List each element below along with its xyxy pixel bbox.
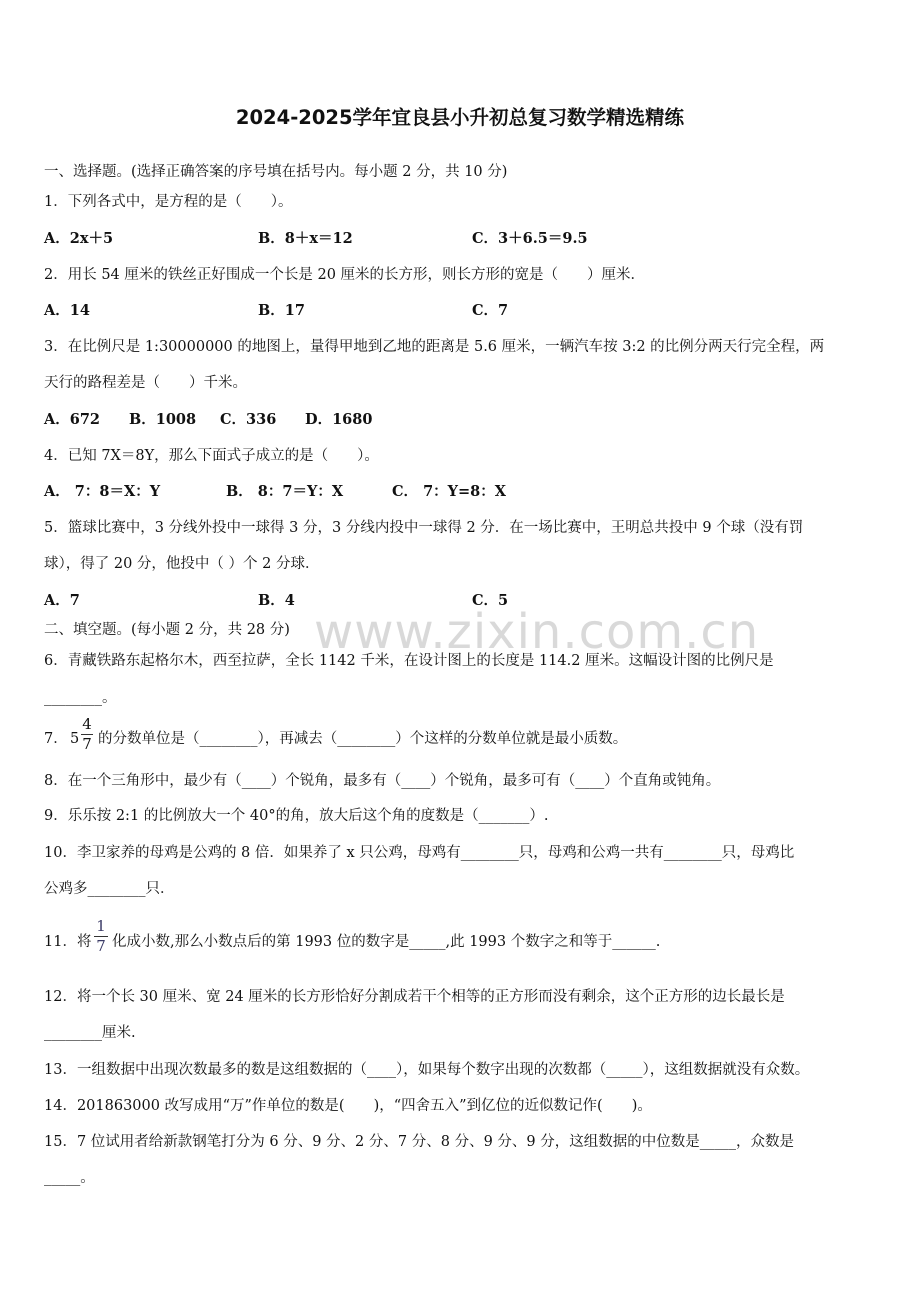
- question-15-line-2: _____。: [44, 1170, 95, 1186]
- question-2: 2．用长 54 厘米的铁丝正好围成一个长是 20 厘米的长方形，则长方形的宽是（ ）厘米．: [44, 267, 646, 283]
- fraction-numerator: 4: [82, 715, 92, 733]
- option: C．3＋6.5＝9.5: [472, 230, 588, 247]
- fraction: [94, 918, 108, 955]
- page-title: 2024-2025学年宜良县小升初总复习数学精选精练: [235, 106, 685, 129]
- question-13: 13．一组数据中出现次数最多的数是这组数据的（____），如果每个数字出现的次数都（_____），这组数据就没有众数。: [44, 1062, 810, 1078]
- option: A．14: [44, 302, 90, 319]
- section-header: 一、选择题。(选择正确答案的序号填在括号内。每小题 2 分，共 10 分): [44, 164, 508, 180]
- option: A．2x＋5: [44, 230, 114, 247]
- option: C． 7：Y=8：X: [392, 483, 507, 500]
- question-4: 4．已知 7X＝8Y，那么下面式子成立的是（ ）。: [44, 448, 379, 464]
- option: A．672: [44, 411, 101, 428]
- fraction-denominator: 7: [82, 735, 92, 753]
- fraction: [81, 716, 93, 753]
- question-5-line-1: 5．篮球比赛中，3 分线外投中一球得 3 分，3 分线内投中一球得 2 分．在一场比赛中，王明总共投中 9 个球（没有罚: [44, 520, 804, 536]
- option: A．7: [44, 592, 80, 609]
- question-12-line-2: ________厘米.: [44, 1025, 136, 1041]
- question-1: 1．下列各式中，是方程的是（ ）。: [44, 194, 293, 210]
- question-12-line-1: 12．将一个长 30 厘米、宽 24 厘米的长方形恰好分割成若干个相等的正方形而没有剩余，这个正方形的边长最长是: [44, 989, 785, 1005]
- question-7-prefix: 7．: [44, 731, 68, 747]
- question-11-prefix: 11．将: [44, 934, 92, 950]
- option: B．4: [258, 592, 295, 609]
- question-6-line-1: 6．青藏铁路东起格尔木，西至拉萨，全长 1142 千米，在设计图上的长度是 114.2 厘米。这幅设计图的比例尺是: [44, 653, 774, 669]
- question-15-line-1: 15．7 位试用者给新款钢笔打分为 6 分、9 分、2 分、7 分、8 分、9 分、9 分，这组数据的中位数是_____，众数是: [44, 1134, 794, 1150]
- question-14: 14．201863000 改写成用“万”作单位的数是( )，“四舍五入”到亿位的近似数记作( )。: [44, 1098, 652, 1114]
- option: C．5: [472, 592, 509, 609]
- section-header: 二、填空题。(每小题 2 分，共 28 分): [44, 622, 290, 638]
- question-6-line-2: ________。: [44, 690, 117, 706]
- fraction-denominator: 7: [96, 937, 106, 955]
- option: B．17: [258, 302, 305, 319]
- option: B． 8：7＝Y：X: [226, 483, 344, 500]
- question-11-text: 化成小数,那么小数点后的第 1993 位的数字是_____,此 1993 个数字之和等于______.: [112, 934, 661, 950]
- mixed-number-whole: 5: [70, 731, 80, 747]
- question-9: 9．乐乐按 2:1 的比例放大一个 40°的角，放大后这个角的度数是（_______）.: [44, 808, 549, 824]
- question-3-line-2: 天行的路程差是（ ）千米。: [44, 375, 247, 391]
- question-3-line-1: 3．在比例尺是 1:30000000 的地图上，量得甲地到乙地的距离是 5.6 厘米，一辆汽车按 3:2 的比例分两天行完全程，两: [44, 339, 825, 355]
- option: C．7: [472, 302, 509, 319]
- option: A． 7：8＝X：Y: [44, 483, 161, 500]
- question-7-text: 的分数单位是（________），再减去（________）个这样的分数单位就是最小质数。: [98, 731, 628, 747]
- option: D．1680: [305, 411, 373, 428]
- question-5-line-2: 球），得了 20 分，他投中（ ）个 2 分球．: [44, 556, 320, 572]
- question-8: 8．在一个三角形中，最少有（____）个锐角，最多有（____）个锐角，最多可有（____）个直角或钝角。: [44, 773, 721, 789]
- fraction-numerator: 1: [96, 917, 106, 935]
- question-10-line-1: 10．李卫家养的母鸡是公鸡的 8 倍．如果养了 x 只公鸡，母鸡有________只，母鸡和公鸡一共有________只，母鸡比: [44, 845, 795, 861]
- option: B．8＋x＝12: [258, 230, 353, 247]
- option: B．1008: [129, 411, 197, 428]
- question-10-line-2: 公鸡多________只．: [44, 881, 175, 897]
- watermark: www.zixin.com.cn: [314, 604, 760, 660]
- option: C．336: [220, 411, 277, 428]
